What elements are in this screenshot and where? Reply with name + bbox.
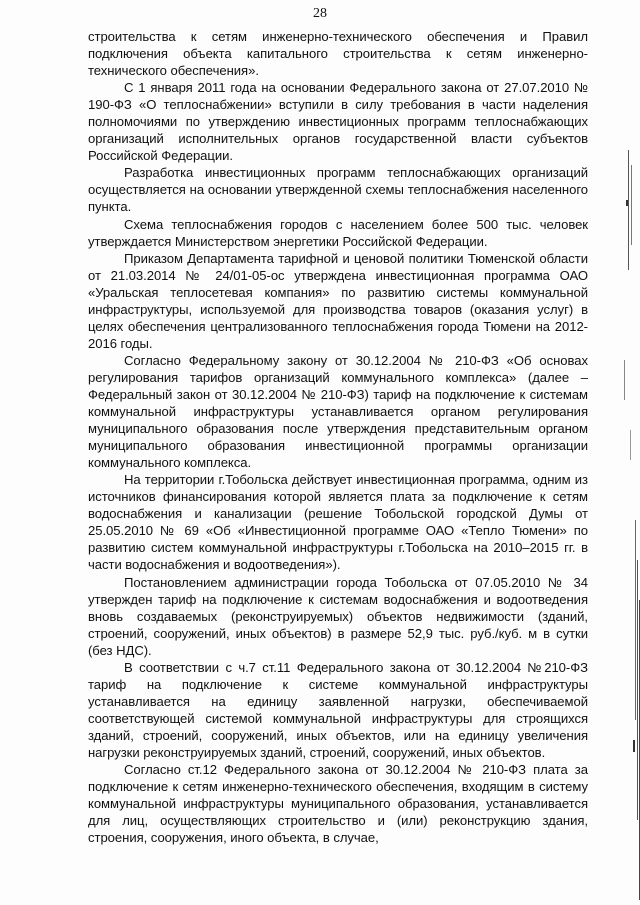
paragraph-1: строительства к сетям инженерно-технического обеспечения и Правил подключения объекта капитального строительства к сетям инженерно-технического обеспечения». (88, 29, 588, 79)
paragraph-7: На территории г.Тобольска действует инвестиционная программа, одним из источников финансирования которой является плата за подключение к сетям водоснабжения и канализации (решение Тобольской городской Думы от 25.05.2010 № 69 «Об «Инвестиционной программе ОАО «Тепло Тюмени» по развитию систем коммунальной инфраструктуры г.Тобольска на 2010–2015 гг. в части водоснабжения и водоотведения»). (88, 472, 588, 573)
document-body (88, 28, 588, 846)
paragraph-10: Согласно ст.12 Федерального закона от 30.12.2004 № 210-ФЗ плата за подключение к сетям инженерно-технического обеспечения, входящим в систему коммунальной инфраструктуры муниципального образования, устанавливается для лиц, осуществляющих строительство и (или) реконструкцию здания, строения, сооружения, иного объекта, в случае, (88, 762, 588, 846)
paragraph-6: Согласно Федеральному закону от 30.12.2004 № 210-ФЗ «Об основах регулирования тарифов организаций коммунального комплекса» (далее – Федеральный закон от 30.12.2004 № 210-ФЗ) тариф на подключение к системам коммунальной инфраструктуры устанавливается органом регулирования муниципального образования после утверждения представительным органом муниципального образования инвестиционной программы организации коммунального комплекса. (88, 352, 588, 471)
paragraph-4: Схема теплоснабжения городов с населением более 500 тыс. человек утверждается Министерством энергетики Российской Федерации. (88, 216, 588, 249)
scan-edge-artifacts (606, 0, 640, 905)
paragraph-3: Разработка инвестиционных программ теплоснабжающих организаций осуществляется на основании утвержденной схемы теплоснабжения населенного пункта. (88, 165, 588, 215)
paragraph-8: Постановлением администрации города Тобольска от 07.05.2010 № 34 утвержден тариф на подключение к системам водоснабжения и водоотведения вновь создаваемых (реконструируемых) объектов недвижимости (зданий, строений, сооружений, иных объектов) в размере 52,9 тыс. руб./куб. м в сутки (без НДС). (88, 574, 588, 658)
page-number: 28 (313, 6, 327, 21)
paragraph-2: С 1 января 2011 года на основании Федерального закона от 27.07.2010 № 190-ФЗ «О теплоснабжении» вступили в силу требования в части наделения полномочиями по утверждению инвестиционных программ теплоснабжающих организаций исполнительных органов государственной власти субъектов Российской Федерации. (88, 80, 588, 164)
paragraph-9: В соответствии с ч.7 ст.11 Федерального закона от 30.12.2004 №210-ФЗ тариф на подключение к системе коммунальной инфраструктуры устанавливается на единицу заявленной нагрузки, обеспечиваемой соответствующей системой коммунальной инфраструктуры для строящихся зданий, строений, сооружений, иных объектов, или на единицу увеличения нагрузки реконструируемых зданий, строений, сооружений, иных объектов. (88, 659, 588, 760)
paragraph-5: Приказом Департамента тарифной и ценовой политики Тюменской области от 21.03.2014 № 24/01-05-ос утверждена инвестиционная программа ОАО «Уральская теплосетевая компания» по развитию системы коммунальной инфраструктуры, используемой для производства товаров (оказания услуг) в целях обеспечения централизованного теплоснабжения города Тюмени на 2012-2016 годы. (88, 250, 588, 351)
